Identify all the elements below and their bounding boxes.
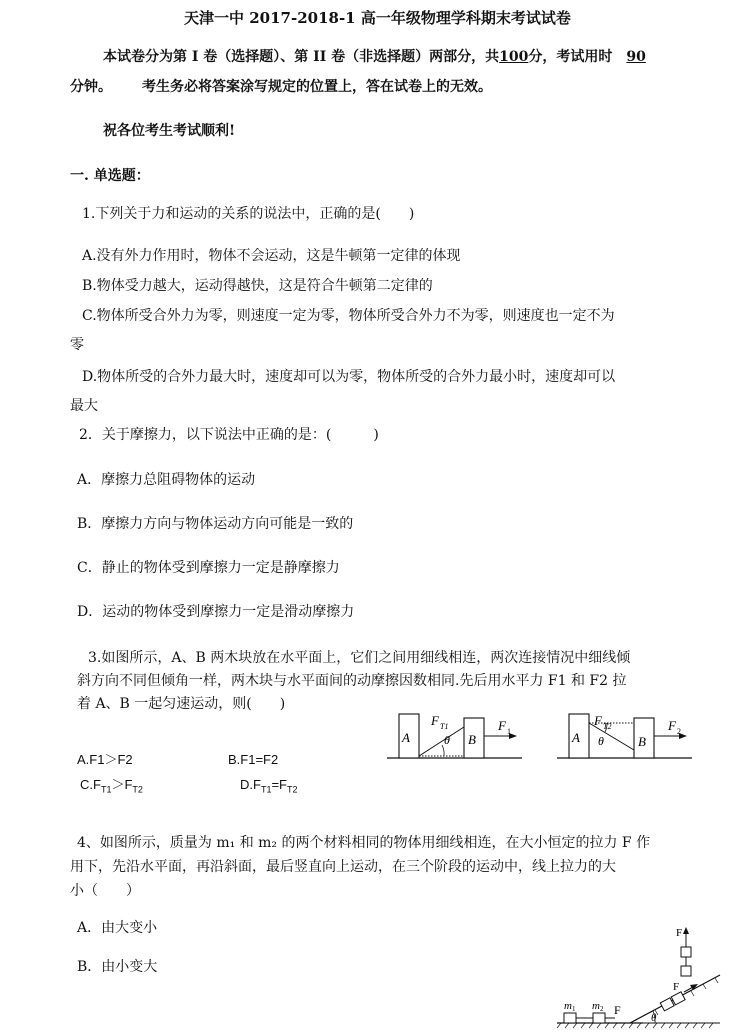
mass-2-label: m	[592, 1000, 600, 1012]
q4-stem-line-1: 4、如图所示，质量为 m₁ 和 m₂ 的两个材料相同的物体用细线相连，在大小恒定的拉力 F 作	[77, 835, 651, 851]
q3-option-a: A.F1＞F2	[77, 752, 133, 767]
q4-stem-line-3: 小（ ）	[70, 883, 140, 899]
block-a-label-2: A	[572, 730, 580, 745]
q3-option-d-sub1: T1	[260, 784, 272, 795]
q2-option-d: D．运动的物体受到摩擦力一定是滑动摩擦力	[77, 604, 355, 620]
q2-option-c: C．静止的物体受到摩擦力一定是静摩擦力	[77, 560, 340, 576]
q3-option-d-text2: =F	[271, 777, 288, 792]
q3-stem-line-1: 3.如图所示，A、B 两木块放在水平面上，它们之间用细线相连，两次连接情况中细线倾	[88, 650, 631, 666]
force-label: F	[498, 718, 506, 733]
q3-stem-line-3: 着 A、B 一起匀速运动，则( )	[77, 696, 286, 712]
tension-sub: T1	[440, 722, 449, 731]
q3-option-d	[240, 776, 298, 799]
q4-figure	[555, 920, 741, 1030]
force-sub: 1	[507, 727, 511, 736]
q2-option-b: B．摩擦力方向与物体运动方向可能是一致的	[77, 516, 354, 532]
q3-option-c-text: C.F	[80, 777, 101, 792]
q3-option-d-text: D.F	[240, 777, 261, 792]
incline-angle-label: θ	[651, 1012, 657, 1024]
block-b-label-2: B	[638, 734, 646, 749]
q3-option-b: B.F1=F2	[228, 752, 279, 767]
tension-sub-2: T2	[603, 722, 612, 731]
q4-stem-line-2: 用下，先沿水平面，再沿斜面，最后竖直向上运动，在三个阶段的运动中，线上拉力的大	[70, 859, 616, 875]
intro-line-2	[70, 78, 492, 96]
vertical-force-label: F	[676, 927, 683, 939]
q3-option-c-sub2: T2	[132, 784, 143, 795]
intro-line-1	[103, 48, 646, 66]
q2-option-a: A．摩擦力总阻碍物体的运动	[77, 472, 256, 488]
q3-figure-1	[384, 708, 526, 766]
theta-label: θ	[444, 733, 450, 747]
q2-stem: 2．关于摩擦力，以下说法中正确的是：( )	[79, 427, 379, 443]
q3-figure-2	[554, 708, 696, 766]
mass-1-label: m	[564, 1000, 572, 1012]
exam-title: 天津一中 2017-2018-1 高一年级物理学科期末考试试卷	[184, 9, 571, 27]
q3-option-c-sub1: T1	[100, 784, 112, 795]
q4-option-b: B．由小变大	[77, 959, 158, 975]
q3-option-c	[80, 776, 143, 799]
mass-1-sub: 1	[572, 1005, 576, 1013]
block-b-label: B	[468, 732, 476, 747]
section-heading: 一. 单选题：	[70, 168, 150, 184]
good-luck-note: 祝各位考生考试顺利!	[103, 123, 236, 139]
q1-option-c-cont: 零	[70, 337, 84, 353]
q3-stem-line-2: 斜方向不同但倾角一样，两木块与水平面间的动摩擦因数相同.先后用水平力 F1 和 F2 拉	[77, 673, 627, 689]
q1-stem: 1.下列关于力和运动的关系的说法中，正确的是( )	[82, 206, 415, 222]
total-score: 100	[499, 49, 529, 65]
q3-option-c-text2: ＞F	[111, 777, 133, 792]
intro-text-a: 本试卷分为第 I 卷（选择题）、第 II 卷（非选择题）两部分，共	[103, 49, 500, 65]
q1-option-d: D.物体所受的合外力最大时，速度却可以为零，物体所受的合外力最小时，速度却可以	[82, 369, 616, 385]
q4-option-a: A．由大变小	[77, 920, 158, 936]
incline-force-label: F	[673, 981, 680, 993]
q1-option-c: C.物体所受合外力为零，则速度一定为零，物体所受合外力不为零，则速度也一定不为	[82, 308, 615, 324]
horizontal-force-label: F	[614, 1003, 621, 1017]
mass-2-sub: 2	[600, 1005, 604, 1013]
q1-option-a: A.没有外力作用时，物体不会运动，这是牛顿第一定律的体现	[82, 248, 461, 264]
q1-option-b: B.物体受力越大，运动得越快，这是符合牛顿第二定律的	[82, 278, 433, 294]
theta-label-2: θ	[598, 734, 604, 748]
intro-text-b: 分，考试用时	[528, 49, 613, 65]
force-label-2: F	[668, 718, 676, 733]
intro-text-c: 分钟。	[70, 79, 112, 95]
tension-label-2: F	[594, 713, 602, 728]
force-sub-2: 2	[677, 727, 681, 736]
tension-label: F	[431, 713, 439, 728]
block-a-label: A	[402, 730, 410, 745]
exam-time: 90	[626, 49, 646, 65]
q1-option-d-cont: 最大	[70, 398, 98, 414]
q3-option-d-sub2: T2	[287, 784, 298, 795]
intro-text-d: 考生务必将答案涂写规定的位置上，答在试卷上的无效。	[142, 79, 492, 95]
